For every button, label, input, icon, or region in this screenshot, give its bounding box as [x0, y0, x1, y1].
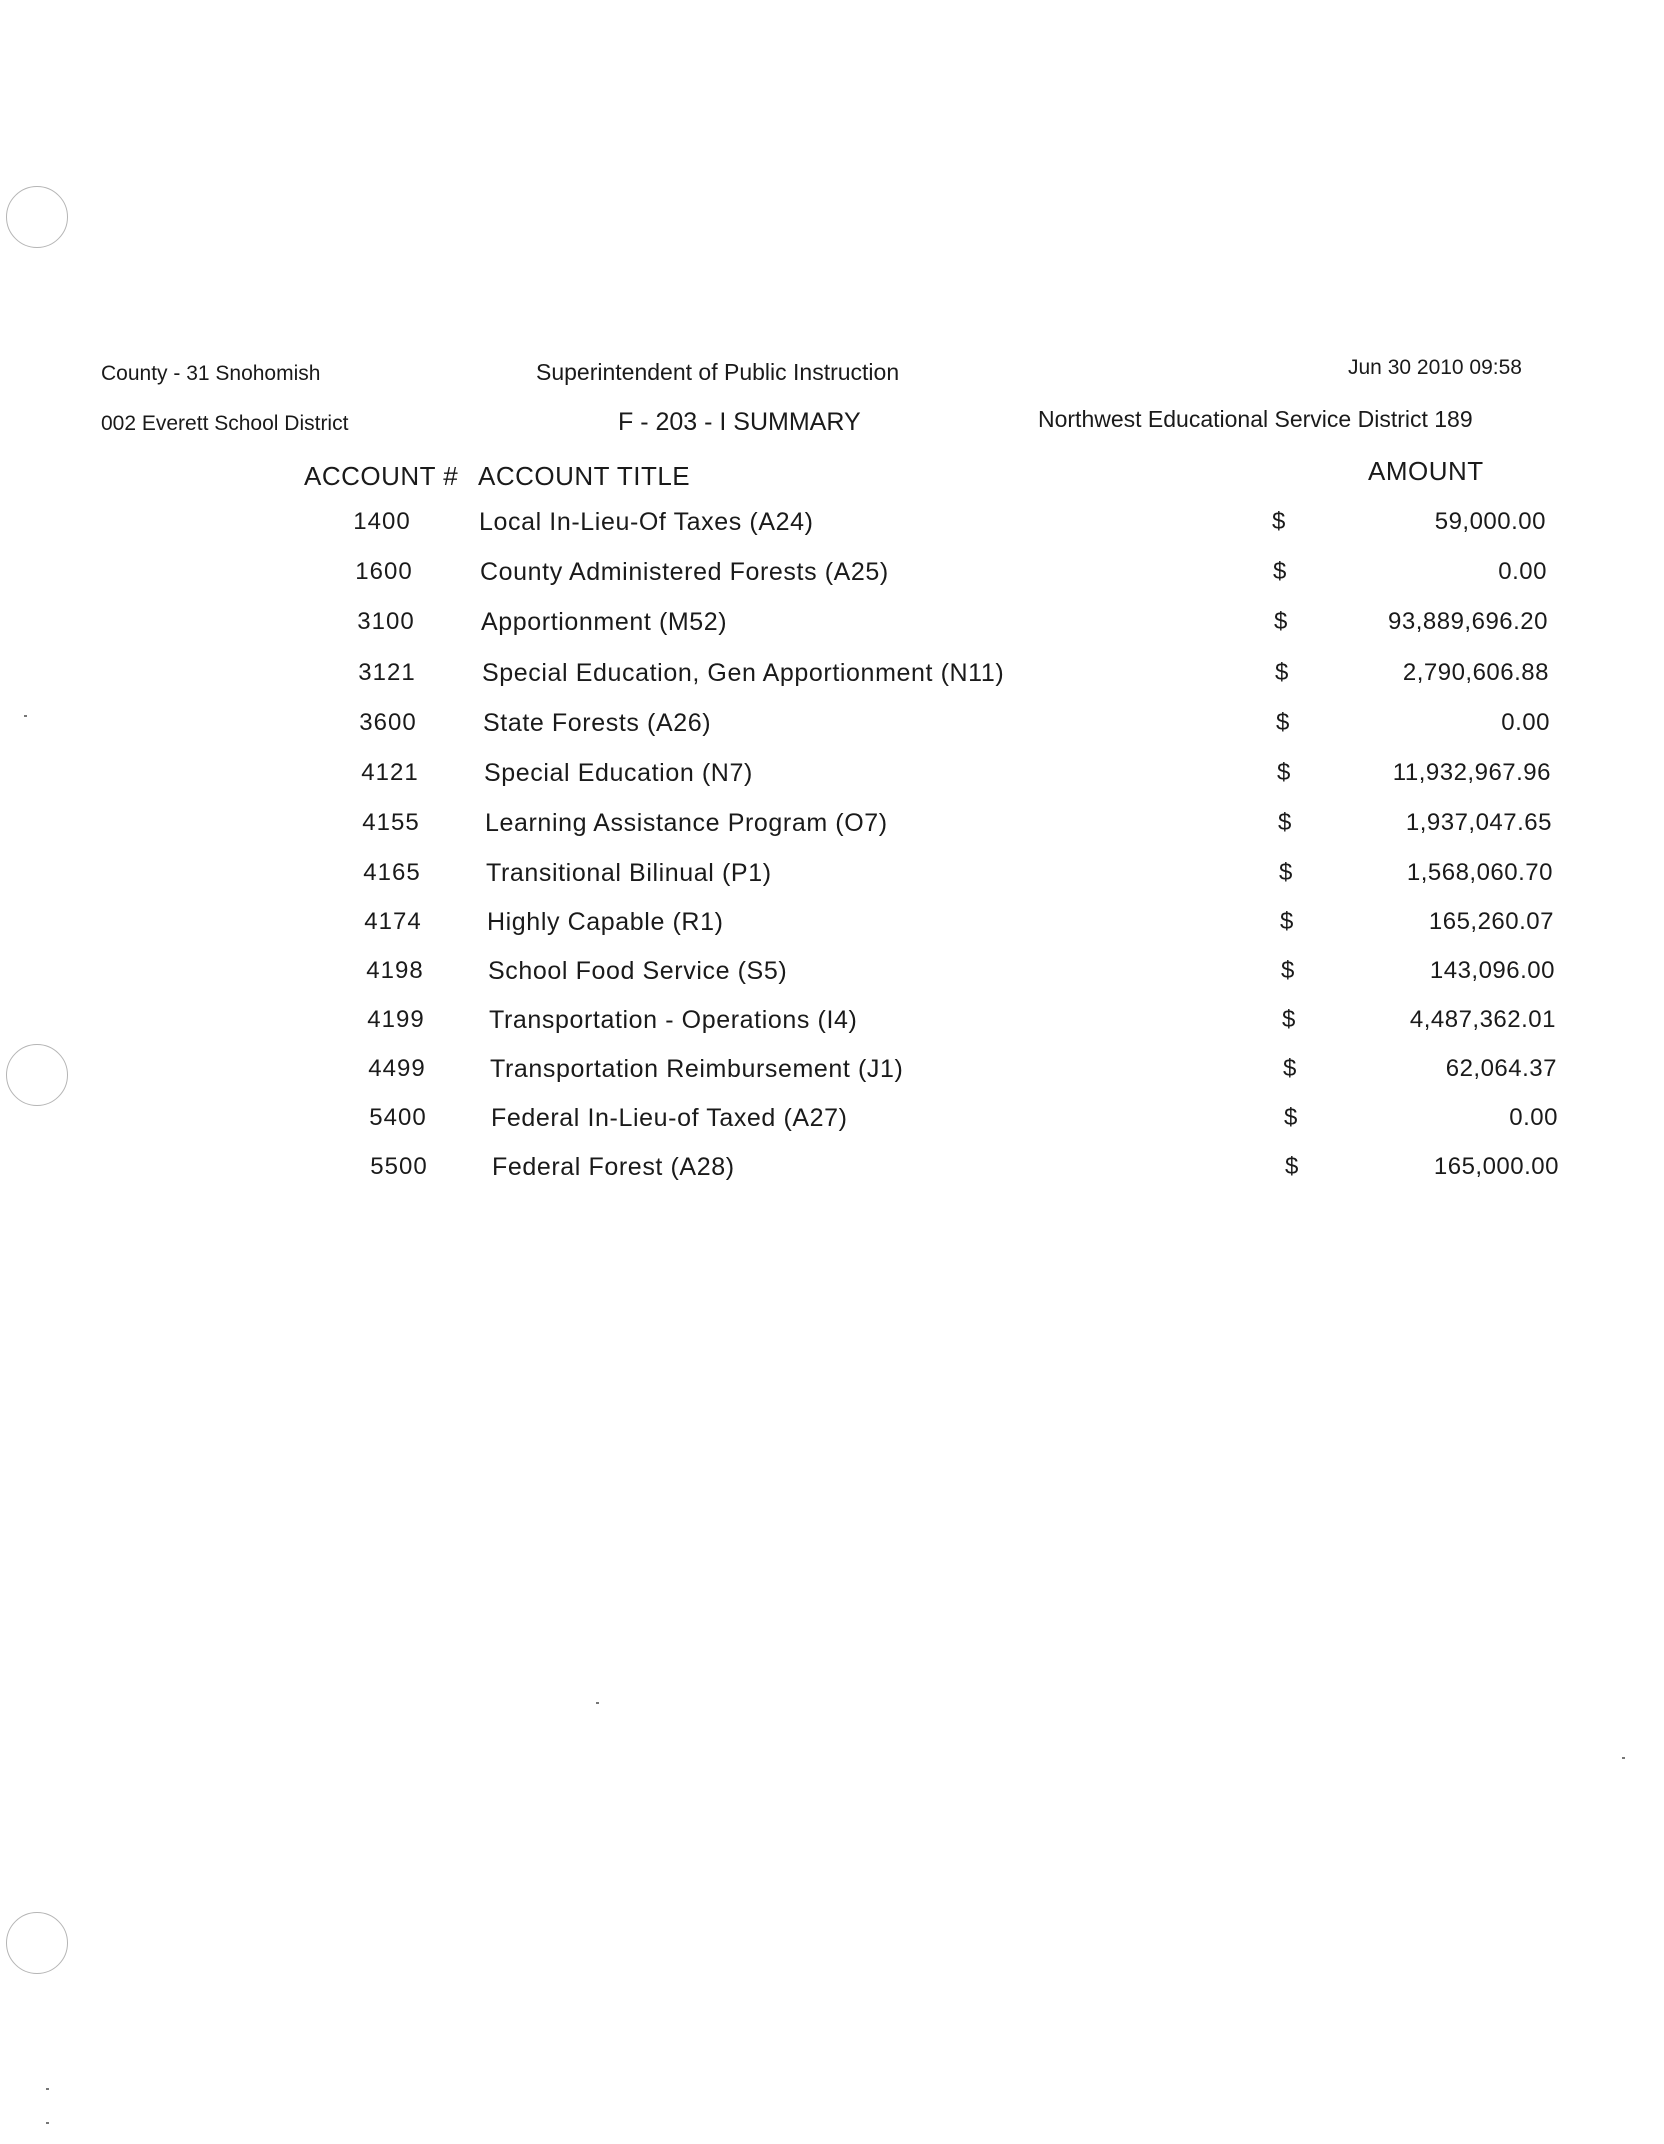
amount-value: 1,568,060.70	[1406, 859, 1553, 886]
account-number: 5400	[369, 1104, 427, 1131]
scan-speck	[46, 2122, 49, 2124]
table-row	[0, 759, 1664, 799]
table-row	[0, 508, 1664, 548]
amount-value: 0.00	[1498, 558, 1547, 585]
account-number: 4165	[363, 859, 421, 886]
currency-symbol: $	[1279, 859, 1293, 886]
currency-symbol: $	[1273, 558, 1287, 585]
amount-value: 59,000.00	[1434, 508, 1546, 535]
account-title-heading: ACCOUNT TITLE	[478, 461, 691, 491]
account-number: 4199	[367, 1006, 425, 1033]
currency-symbol: $	[1281, 957, 1295, 984]
account-title: Highly Capable (R1)	[487, 908, 724, 936]
county-label: County - 31 Snohomish	[101, 362, 321, 385]
district-label: 002 Everett School District	[101, 412, 349, 435]
account-title: State Forests (A26)	[483, 709, 712, 737]
account-title: Special Education, Gen Apportionment (N11)	[482, 659, 1005, 687]
account-title: Federal In-Lieu-of Taxed (A27)	[491, 1104, 848, 1132]
account-number-heading: ACCOUNT #	[304, 461, 459, 491]
account-number: 3600	[359, 709, 417, 736]
account-title: Federal Forest (A28)	[492, 1153, 735, 1181]
currency-symbol: $	[1280, 908, 1294, 935]
amount-value: 0.00	[1509, 1104, 1558, 1131]
table-row	[0, 1153, 1664, 1193]
account-number: 1400	[353, 508, 411, 535]
punch-hole-top	[6, 186, 68, 248]
table-row	[0, 859, 1664, 899]
account-title: Local In-Lieu-Of Taxes (A24)	[479, 508, 814, 536]
table-row	[0, 809, 1664, 849]
account-title: Learning Assistance Program (O7)	[485, 809, 888, 837]
currency-symbol: $	[1278, 809, 1292, 836]
table-row	[0, 1006, 1664, 1046]
amount-value: 4,487,362.01	[1409, 1006, 1556, 1033]
amount-value: 165,000.00	[1433, 1153, 1559, 1180]
account-title: Transitional Bilinual (P1)	[486, 859, 772, 887]
scan-speck	[596, 1702, 599, 1704]
amount-heading: AMOUNT	[1368, 456, 1484, 486]
amount-value: 62,064.37	[1445, 1055, 1557, 1082]
account-title: Transportation - Operations (I4)	[489, 1006, 858, 1034]
currency-symbol: $	[1274, 608, 1288, 635]
account-number: 4121	[361, 759, 419, 786]
account-number: 5500	[370, 1153, 428, 1180]
account-title: School Food Service (S5)	[488, 957, 788, 985]
report-datetime: Jun 30 2010 09:58	[1348, 356, 1522, 379]
table-row	[0, 908, 1664, 948]
table-row	[0, 558, 1664, 598]
table-row	[0, 608, 1664, 648]
account-title: Special Education (N7)	[484, 759, 753, 787]
account-number: 4499	[368, 1055, 426, 1082]
currency-symbol: $	[1277, 759, 1291, 786]
account-number: 4198	[366, 957, 424, 984]
account-number: 1600	[355, 558, 413, 585]
table-row	[0, 659, 1664, 699]
currency-symbol: $	[1285, 1153, 1299, 1180]
currency-symbol: $	[1283, 1055, 1297, 1082]
account-number: 3100	[357, 608, 415, 635]
account-title: County Administered Forests (A25)	[480, 558, 889, 586]
amount-value: 165,260.07	[1428, 908, 1554, 935]
amount-value: 143,096.00	[1429, 957, 1555, 984]
account-number: 4174	[364, 908, 422, 935]
amount-value: 2,790,606.88	[1402, 659, 1549, 686]
currency-symbol: $	[1284, 1104, 1298, 1131]
table-row	[0, 1104, 1664, 1144]
table-row	[0, 709, 1664, 749]
currency-symbol: $	[1276, 709, 1290, 736]
currency-symbol: $	[1282, 1006, 1296, 1033]
currency-symbol: $	[1275, 659, 1289, 686]
table-row	[0, 957, 1664, 997]
currency-symbol: $	[1272, 508, 1286, 535]
amount-value: 11,932,967.96	[1392, 759, 1551, 786]
form-title: F - 203 - I SUMMARY	[618, 408, 861, 436]
agency-title: Superintendent of Public Instruction	[536, 359, 900, 385]
account-number: 4155	[362, 809, 420, 836]
amount-value: 93,889,696.20	[1388, 608, 1548, 635]
esd-label: Northwest Educational Service District 189	[1038, 406, 1473, 432]
scan-speck	[46, 2088, 49, 2090]
amount-value: 1,937,047.65	[1405, 809, 1552, 836]
punch-hole-bottom	[6, 1912, 68, 1974]
account-number: 3121	[358, 659, 416, 686]
account-title: Apportionment (M52)	[481, 608, 728, 636]
account-title: Transportation Reimbursement (J1)	[490, 1055, 904, 1083]
scan-speck	[1622, 1757, 1625, 1759]
amount-value: 0.00	[1501, 709, 1550, 736]
table-row	[0, 1055, 1664, 1095]
